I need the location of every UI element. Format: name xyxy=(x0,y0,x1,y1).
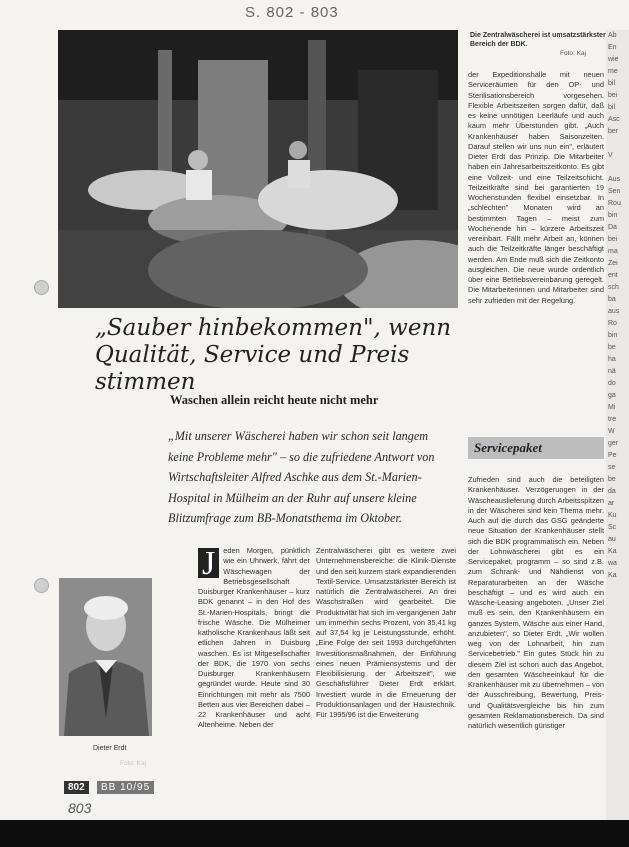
adjacent-page-strip xyxy=(606,30,629,820)
strip-line: Sc xyxy=(608,524,617,531)
strip-line: da xyxy=(608,488,616,495)
strip-line: ger xyxy=(608,440,619,447)
strip-line: Pe xyxy=(608,452,617,459)
strip-line: bin xyxy=(608,332,618,339)
laundry-photo xyxy=(58,30,458,308)
strip-line: V xyxy=(608,152,613,159)
portrait-graphic xyxy=(59,578,152,736)
page-number: 802 xyxy=(64,781,89,794)
strip-line: Zei xyxy=(608,260,618,267)
faded-caption: Foto: Kaj xyxy=(120,760,147,767)
strip-line: sch xyxy=(608,284,619,291)
strip-line: Ka xyxy=(608,572,617,579)
strip-line: En xyxy=(608,44,617,51)
section-heading: Servicepaket xyxy=(474,440,542,455)
strip-line: bin xyxy=(608,212,618,219)
body-column-4: Zufrieden sind auch die beteiligten Krankenhäuser. Verzögerungen in der Wäscheauslieferung durch Arbeitsspitzen in der Wäscherei sind kein Thema mehr. Auch auf die durch das GSG geänderte neue Situation der Krankenhäuser stellt sich die BDK programmatisch ein. Neben der Lohnwäscherei gibt es ein Servicepaket, programm – so sind z.B. zum Schrank- und Nähdienst von Reparaturarbeiten an der Wäsche beschäftigt – und es wird auch ein Wäsche-Leasing angeboten. „Unser Ziel muß es sein, den Krankenhäusern ein ganzes System, Wäsche aus einer Hand, anzubieten", so Dieter Erdt. „Wir wollen weg von der Lohnarbeit, hin zum Servicebetrieb." Ein gutes Stück hin zu diesem Ziel ist schon auch das Angebot, den gesamten Wäscheeinkauf für die Krankenhäuser mit zu übernehmen – von der Ausschreibung, Bewertung, Preis- und Qualitätsvergleiche bis hin zum gesamten Reklamationsbereich. Da sind natürlich wesentlich günstiger xyxy=(468,475,604,730)
body-column-2: Zentralwäscherei gibt es weitere zwei Unternehmensbereiche: die Klinik-Dienste und den seit kurzem stark expandierenden Textil-Service. Umsatzstärkster Bereich ist natürlich die Zentralwäscherei. An drei Waschstraßen wird gearbeitet. Die Produktivität hat sich im vergangenen Jahr um immerhin sechs Prozent, von 35,41 kg auf 37,54 kg je Leistungsstunde, erhöht. „Eine Folge der seit 1993 durchgeführten Investitionsmaßnahmen, der Einführung eines neuen Prämiensystems und der Flexibilisierung der Arbeitszeit", wie Geschäftsführer Dieter Erdt erklärt. Investiert wurde in die Erneuerung der Produktionsanlagen und der Haustechnik. Für 1995/96 ist die Erweiterung xyxy=(316,546,456,719)
strip-line: wa xyxy=(608,560,617,567)
strip-line: Ab xyxy=(608,32,617,39)
binder-hole xyxy=(34,578,49,593)
body-column-3: der Expeditionshalle mit neuen Serviceräumen für den OP- und Sterilisationsbereich vorgesehen. Flexible Arbeitszeiten sorgen dafür, daß es keine unnötigen Leerläufe und auch kaum mehr Überstunden gibt. „Auch Krankenhäuser haben Saisonzeiten. Darauf stellen wir uns nun ein", erläutert Dieter Erdt das Prinzip. Die Mitarbeiter haben ein Jahresarbeitszeitkonto. Es gibt eine Vollzeit- und eine Teilzeitschicht. Teilzeitkräfte sind bei garantierten 19 Wochenstunden flexibel einsetzbar. In „schlechten" Monaten wird an bestimmten Tagen – meist zum Wochenende hin – kürzere Arbeitszeit vereinbart. Fällt mehr Arbeit an, können auch die Teilzeitkräfte länger beschäftigt werden. Am Ende muß sich die Zeitkonto ausgleichen. Die neue wurde ordentlich über eine Betriebsvereinbarung geregelt. Die Mitarbeiterinnen und Mitarbeiter sind sehr zufrieden mit der Regelung. xyxy=(468,70,604,305)
headline: „Sauber hinbekommen", wenn Qualität, Service und Preis stimmen xyxy=(95,315,452,395)
photo-caption: Die Zentralwäscherei ist umsatzstärkster Bereich der BDK. xyxy=(470,32,606,48)
section-heading-box xyxy=(468,437,604,459)
portrait-caption: Dieter Erdt xyxy=(93,745,127,752)
intro-paragraph: „Mit unserer Wäscherei haben wir schon seit langem keine Probleme mehr" – so die zufriedene Antwort von Wirtschaftsleiter Alfred Aschke aus dem St.-Marien-Hospital in Mülheim an der Ruhr auf unsere kleine Blitzumfrage zum BB-Monatsthema im Oktober. xyxy=(168,429,435,525)
strip-line: Asc xyxy=(608,116,620,123)
laundry-photo-graphic xyxy=(58,30,458,308)
strip-line: se xyxy=(608,464,616,471)
strip-line: bei xyxy=(608,92,618,99)
strip-line: Sen xyxy=(608,188,621,195)
issue-label: BB 10/95 xyxy=(97,781,154,794)
subheadline: Waschen allein reicht heute nicht mehr xyxy=(170,393,379,407)
strip-line: Mi xyxy=(608,404,616,411)
strip-line: ber xyxy=(608,128,619,135)
strip-line: do xyxy=(608,380,616,387)
strip-line: be xyxy=(608,476,616,483)
strip-line: aus xyxy=(608,308,620,315)
handwritten-page-note: S. 802 - 803 xyxy=(245,4,339,21)
strip-line: me xyxy=(608,68,618,75)
body-column-1-text: eden Morgen, pünktlich wie ein Uhrwerk, fährt der Wäschewagen der Betriebsgesellschaft Duisburger Krankenhäuser – kurz BDK genannt – in den Hof des St.-Marien-Hospitals, bringt die frische Wäsche. Die Mülheimer katholische Krankenhaus läßt seit etlichen Jahren in Duisburg waschen. Es ist Mitgesellschafter der BDK, die 1970 von sechs Duisburger Krankenhäusern gegründet wurde. Heute sind 30 Einrichtungen mit mehr als 7500 Betten aus vier Bereichen dabei – 22 Krankenhäuser und acht Altenheime. Neben der xyxy=(198,546,310,730)
strip-line: bei xyxy=(608,236,618,243)
strip-line: bil xyxy=(608,104,616,111)
strip-line xyxy=(606,162,629,174)
strip-line: nä xyxy=(608,368,616,375)
strip-line: Aus xyxy=(608,176,621,183)
strip-line: ba xyxy=(608,296,616,303)
strip-line: be xyxy=(608,344,616,351)
body-column-1 xyxy=(198,546,310,731)
strip-line: Ku xyxy=(608,512,617,519)
handwritten-page-number: 803 xyxy=(68,800,92,816)
strip-line: Rou xyxy=(608,200,621,207)
strip-line: au xyxy=(608,536,616,543)
strip-line: ar xyxy=(608,500,615,507)
scan-border xyxy=(0,820,629,847)
strip-line: ent xyxy=(608,272,618,279)
strip-line: ha xyxy=(608,356,616,363)
photo-credit: Foto: Kaj xyxy=(560,50,587,57)
portrait-photo xyxy=(59,578,152,736)
strip-line: W xyxy=(608,428,615,435)
strip-line: Da xyxy=(608,224,617,231)
strip-line: bil xyxy=(608,80,616,87)
dropcap: J xyxy=(198,548,219,578)
strip-line: ga xyxy=(608,392,616,399)
strip-line xyxy=(606,138,629,150)
strip-line: ma xyxy=(608,248,618,255)
binder-hole xyxy=(34,280,49,295)
strip-line: wie xyxy=(608,56,619,63)
strip-line: Ka xyxy=(608,548,617,555)
strip-line: tre xyxy=(608,416,617,423)
strip-line: Ro xyxy=(608,320,617,327)
